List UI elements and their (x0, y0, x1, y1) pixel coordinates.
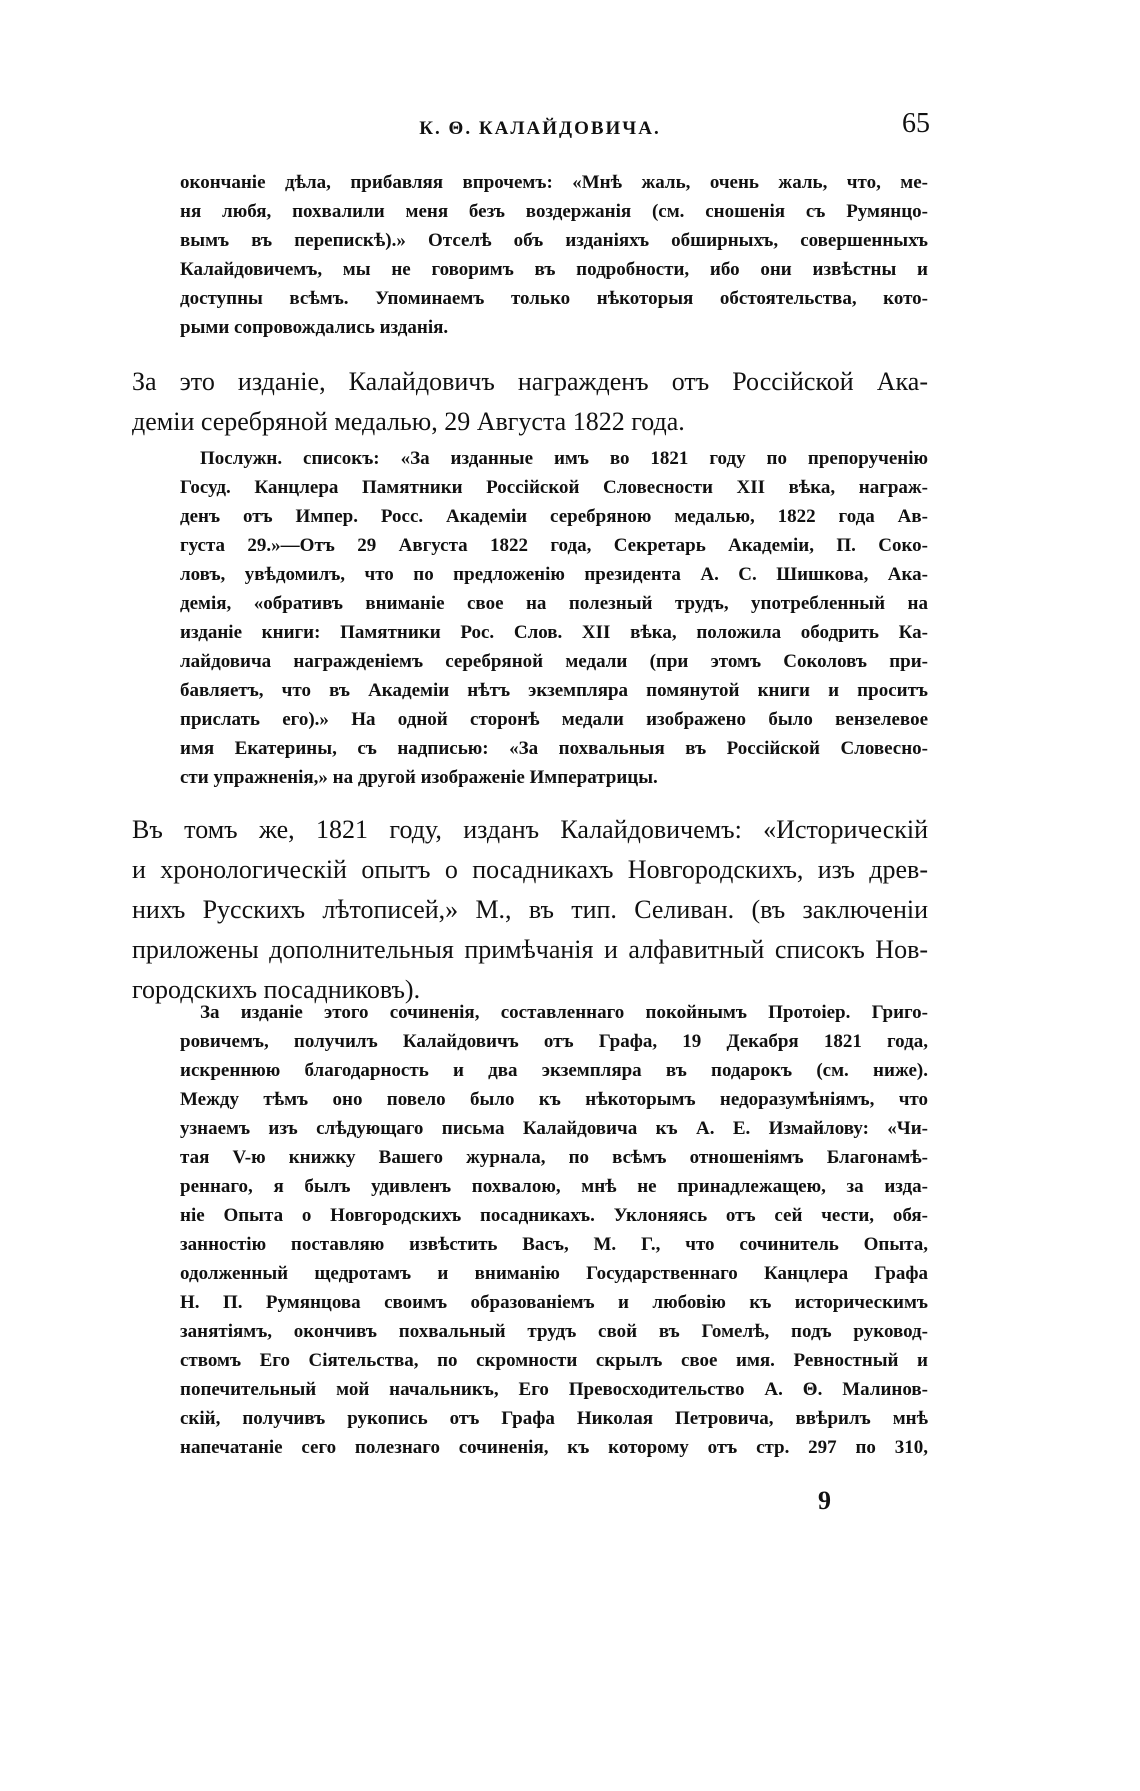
text-line: денъ отъ Импер. Росс. Академіи серебряною медалью, 1822 года Ав- (180, 506, 928, 527)
text-line: нихъ Русскихъ лѣтописей,» М., въ тип. Селиван. (въ заключеніи (132, 895, 928, 924)
text-line: напечатаніе сего полезнаго сочиненія, къ которому отъ стр. 297 по 310, (180, 1437, 928, 1458)
paragraph-continuation (180, 168, 928, 342)
text-line: демія, «обративъ вниманіе свое на полезный трудъ, употребленный на (180, 593, 928, 614)
text-line: городскихъ посадниковъ). (132, 975, 421, 1004)
text-line: лайдовича награжденіемъ серебряной медали (при этомъ Соколовъ при- (180, 651, 928, 672)
text-line: Послужн. списокъ: «За изданные имъ во 1821 году по препорученію (200, 448, 928, 469)
running-head: К. Θ. КАЛАЙДОВИЧА. (419, 118, 661, 139)
text-line: Въ томъ же, 1821 году, изданъ Калайдовичемъ: «Историческій (132, 815, 928, 844)
text-line: занятіямъ, окончивъ похвальный трудъ свой въ Гомелѣ, подъ руковод- (180, 1321, 928, 1342)
text-line: скій, получивъ рукопись отъ Графа Николая Петровича, ввѣрилъ мнѣ (180, 1408, 928, 1429)
text-line: узнаемъ изъ слѣдующаго письма Калайдовича къ А. Е. Измайлову: «Чи- (180, 1118, 928, 1139)
text-line: За изданіе этого сочиненія, составленнаго покойнымъ Протоіер. Григо- (200, 1002, 928, 1023)
text-line: реннаго, я былъ удивленъ похвалою, мнѣ не принадлежащею, за изда- (180, 1176, 928, 1197)
text-line: ствомъ Его Сіятельства, по скромности скрылъ свое имя. Ревностный и (180, 1350, 928, 1371)
text-line: деміи серебряной медалью, 29 Августа 1822 года. (132, 407, 685, 436)
text-line: Калайдовичемъ, мы не говоримъ въ подробности, ибо они извѣстны и (180, 259, 928, 280)
text-line: За это изданіе, Калайдовичъ награжденъ отъ Россійской Ака- (132, 367, 928, 396)
text-line: окончаніе дѣла, прибавляя впрочемъ: «Мнѣ жаль, очень жаль, что, ме- (180, 172, 928, 193)
text-line: ніе Опыта о Новгородскихъ посадникахъ. Уклоняясь отъ сей чести, обя- (180, 1205, 928, 1226)
paragraph-chronological-essay (132, 810, 928, 1010)
text-line: прислать его).» На одной сторонѣ медали изображено было вензелевое (180, 709, 928, 730)
text-line: занностію поставляю извѣстить Васъ, М. Г., что сочинитель Опыта, (180, 1234, 928, 1255)
text-line: бавляетъ, что въ Академіи нѣтъ экземпляра помянутой книги и проситъ (180, 680, 928, 701)
text-line: ловъ, увѣдомилъ, что по предложенію президента А. С. Шишкова, Ака- (180, 564, 928, 585)
page-number: 65 (902, 108, 930, 139)
text-line: искреннюю благодарность и два экземпляра въ подарокъ (см. ниже). (180, 1060, 928, 1081)
text-line: Госуд. Канцлера Памятники Россійской Словесности XII вѣка, награж- (180, 477, 928, 498)
text-line: вымъ въ перепискѣ).» Отселѣ объ изданіяхъ обширныхъ, совершенныхъ (180, 230, 928, 251)
text-line: попечительный мой начальникъ, Его Превосходительство А. Θ. Малинов- (180, 1379, 928, 1400)
page-header (150, 108, 930, 148)
text-line: ровичемъ, получилъ Калайдовичъ отъ Графа, 19 Декабря 1821 года, (180, 1031, 928, 1052)
signature-mark: 9 (818, 1486, 831, 1515)
text-line: доступны всѣмъ. Упоминаемъ только нѣкоторыя обстоятельства, кото- (180, 288, 928, 309)
text-line: тая V-ю книжку Вашего журнала, по всѣмъ отношеніямъ Благонамѣ- (180, 1147, 928, 1168)
text-line: Между тѣмъ оно повело было къ нѣкоторымъ недоразумѣніямъ, что (180, 1089, 928, 1110)
text-line: изданіе книги: Памятники Рос. Слов. XII вѣка, положила ободрить Ка- (180, 622, 928, 643)
text-line: одолженный щедротамъ и вниманію Государственнаго Канцлера Графа (180, 1263, 928, 1284)
text-line: Н. П. Румянцова своимъ образованіемъ и любовію къ историческимъ (180, 1292, 928, 1313)
text-line: имя Екатерины, съ надписью: «За похвальныя въ Россійской Словесно- (180, 738, 928, 759)
text-line: сти упражненія,» на другой изображеніе Императрицы. (180, 767, 658, 788)
text-line: ня любя, похвалили меня безъ воздержанія (см. сношенія съ Румянцо- (180, 201, 928, 222)
paragraph-service-record (180, 444, 928, 792)
text-line: густа 29.»—Отъ 29 Августа 1822 года, Секретарь Академіи, П. Соко- (180, 535, 928, 556)
text-line: и хронологическій опытъ о посадникахъ Новгородскихъ, изъ древ- (132, 855, 928, 884)
paragraph-medal-award (132, 362, 928, 442)
text-line: приложены дополнительныя примѣчанія и алфавитный списокъ Нов- (132, 935, 928, 964)
paragraph-letter (180, 998, 928, 1462)
text-line: рыми сопровождались изданія. (180, 317, 449, 338)
